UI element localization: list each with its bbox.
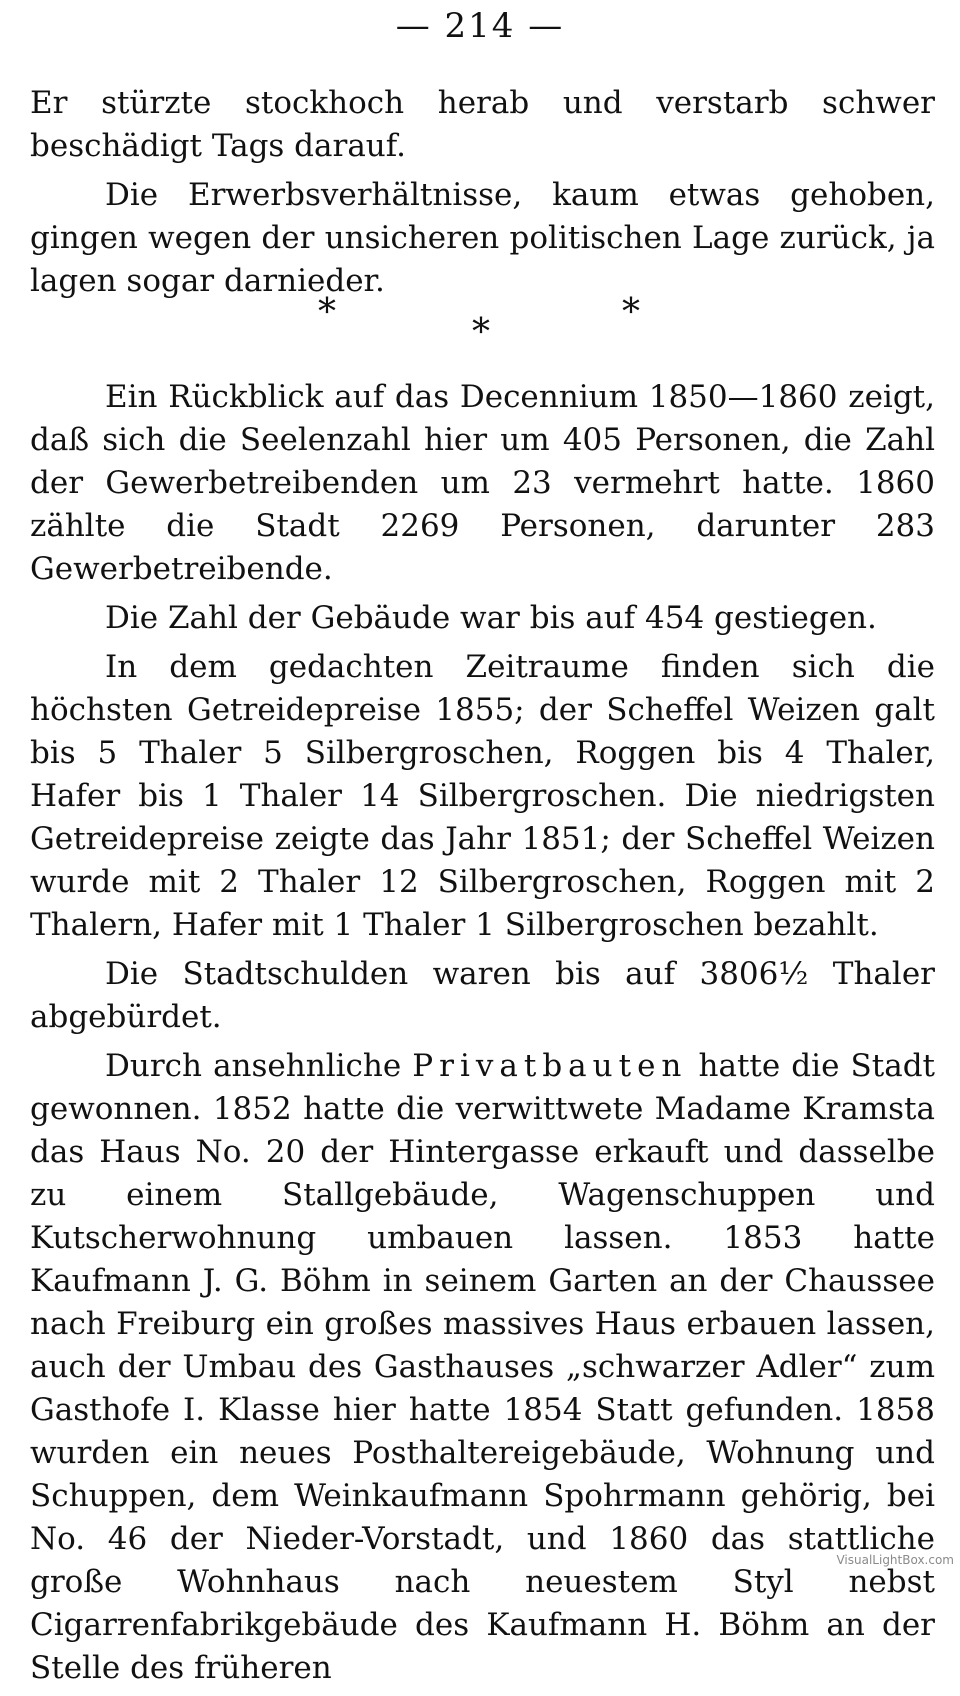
emphasized-term: Privatbauten (412, 1048, 688, 1084)
paragraph-town-debts: Die Stadtschulden waren bis auf 3806½ Thaler abgebürdet. (30, 956, 935, 1035)
text-section-top (30, 82, 935, 309)
text-section-review (30, 376, 935, 1696)
paragraph-private-buildings-start: Durch ansehnliche (105, 1048, 413, 1084)
divider-star: * (472, 312, 490, 353)
page-number: — 214 — (395, 6, 565, 46)
paragraph-economy: Die Erwerbsverhältnisse, kaum etwas gehoben, gingen wegen der unsicheren politischen Lage zurück, ja lagen sogar darnieder. (30, 177, 935, 299)
watermark: VisualLightBox.com (836, 1553, 954, 1567)
divider-star: * (318, 292, 336, 333)
paragraph-buildings-count: Die Zahl der Gebäude war bis auf 454 gestiegen. (105, 600, 877, 636)
paragraph-private-buildings-end: hatte die Stadt gewonnen. 1852 hatte die verwittwete Madame Kramsta das Haus No. 20 der Hintergasse erkauft und dasselbe zu einem Stallgebäude, Wagenschuppen und Kutscherwohnung umbauen lassen. 1853 hatte Kaufmann J. G. Böhm in seinem Garten an der Chaussee nach Freiburg ein großes massives Haus erbauen lassen, auch der Umbau des Gasthauses „schwarzer Adler“ zum Gasthofe I. Klasse hier hatte 1854 Statt gefunden. 1858 wurden ein neues Posthaltereigebäude, Wohnung und Schuppen, dem Weinkaufmann Spohrmann gehörig, bei No. 46 der Nieder-Vorstadt, und 1860 das stattliche große Wohnhaus nach neuestem Styl nebst Cigarrenfabrikgebäude des Kaufmann H. Böhm an der Stelle des früheren (30, 1048, 935, 1686)
section-divider (0, 292, 960, 352)
paragraph-decade-review: Ein Rückblick auf das Decennium 1850—1860 zeigt, daß sich die Seelenzahl hier um 405 Personen, die Zahl der Gewerbetreibenden um 23 vermehrt hatte. 1860 zählte die Stadt 2269 Personen, darunter 283 Gewerbetreibende. (30, 379, 935, 587)
paragraph-grain-prices: In dem gedachten Zeitraume finden sich die höchsten Getreidepreise 1855; der Scheffel Weizen galt bis 5 Thaler 5 Silbergroschen, Roggen bis 4 Thaler, Hafer bis 1 Thaler 14 Silbergroschen. Die niedrigsten Getreidepreise zeigte das Jahr 1851; der Scheffel Weizen wurde mit 2 Thaler 12 Silbergroschen, Roggen mit 2 Thalern, Hafer mit 1 Thaler 1 Silbergroschen bezahlt. (30, 649, 935, 943)
divider-star: * (622, 292, 640, 333)
paragraph-fall-death: Er stürzte stockhoch herab und verstarb schwer beschädigt Tags darauf. (30, 85, 935, 164)
paragraph-private-buildings (30, 1045, 935, 1690)
